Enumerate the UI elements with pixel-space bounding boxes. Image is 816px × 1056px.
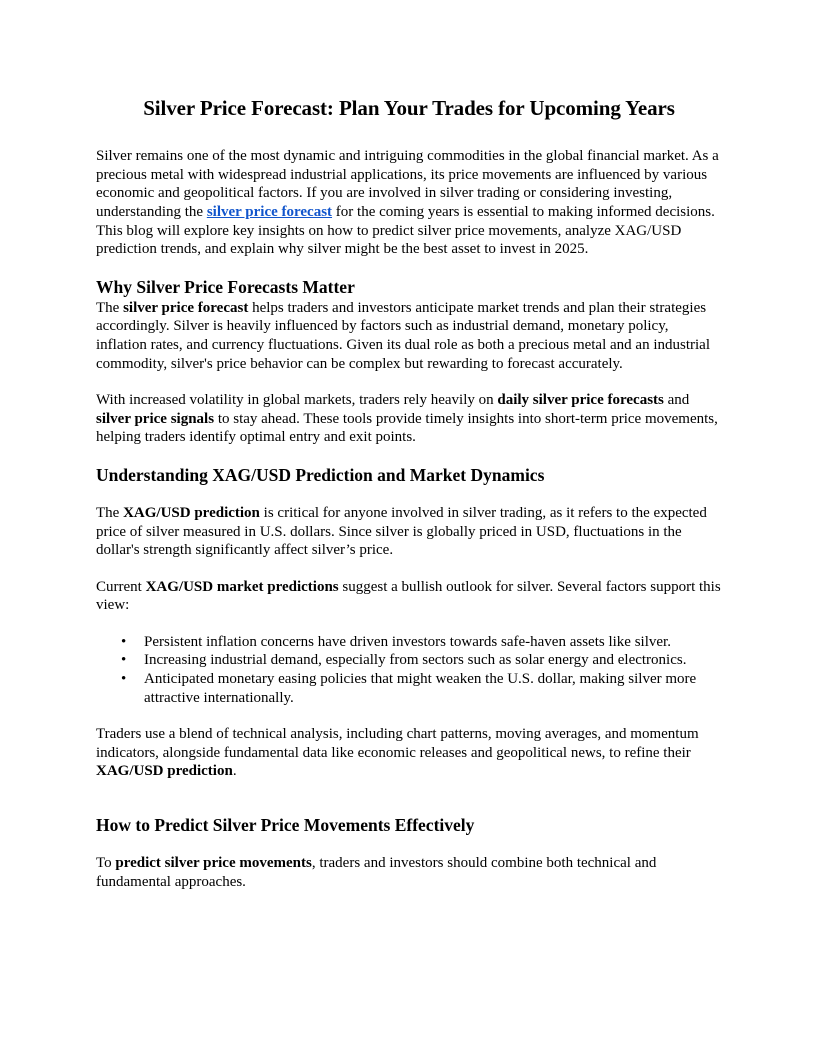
text-run: The bbox=[96, 299, 124, 316]
bold-term: XAG/USD prediction bbox=[96, 763, 233, 780]
factors-bullet-list bbox=[96, 633, 722, 707]
document-page bbox=[96, 96, 722, 891]
section1-paragraph-2 bbox=[96, 391, 722, 447]
text-run: With increased volatility in global markets, traders rely heavily on bbox=[96, 392, 498, 409]
list-item: • Increasing industrial demand, especially from sectors such as solar energy and electronics. bbox=[144, 651, 722, 670]
text-run: and bbox=[663, 392, 690, 409]
text-run: helps traders and investors anticipate market trends and plan their strategies accordingly. Silver is heavily influenced by factors such as industrial demand, monetary policy, inflation rates, and currency fluctuations. Given its dual role as both a precious metal and an industrial commodity, silver's price behavior can be complex but rewarding to forecast accurately. bbox=[96, 299, 710, 372]
section-heading-xagusd-prediction: Understanding XAG/USD Prediction and Market Dynamics bbox=[96, 464, 545, 485]
section3-paragraph-1 bbox=[96, 854, 722, 891]
document-title: Silver Price Forecast: Plan Your Trades for Upcoming Years bbox=[143, 96, 675, 120]
bold-term: daily silver price forecasts bbox=[497, 392, 664, 409]
text-run: . bbox=[232, 763, 237, 780]
silver-price-forecast-link[interactable]: silver price forecast bbox=[206, 203, 333, 220]
text-run: is critical for anyone involved in silver trading, as it refers to the expected price of silver measured in U.S. dollars. Since silver is globally priced in USD, fluctuations in the dollar's strength significantly affect silver’s price. bbox=[96, 504, 707, 559]
bold-term: predict silver price movements bbox=[115, 855, 312, 872]
section1-paragraph-1 bbox=[96, 299, 722, 373]
text-run: , traders and investors should combine both technical and fundamental approaches. bbox=[96, 855, 657, 890]
list-item: • Anticipated monetary easing policies that might weaken the U.S. dollar, making silver more attractive internationally. bbox=[144, 670, 722, 707]
list-item: • Persistent inflation concerns have driven investors towards safe-haven assets like silver. bbox=[144, 633, 722, 652]
section-heading-predict-movements: How to Predict Silver Price Movements Effectively bbox=[96, 815, 475, 836]
text-run: Current bbox=[96, 578, 146, 595]
text-run: suggest a bullish outlook for silver. Several factors support this view: bbox=[96, 578, 721, 614]
section2-paragraph-1 bbox=[96, 504, 722, 560]
text-run: The bbox=[96, 504, 124, 521]
text-run: To bbox=[96, 855, 116, 872]
intro-paragraph bbox=[96, 147, 722, 259]
intro-text-start: Silver remains one of the most dynamic and intriguing commodities in the global financial market. As a precious metal with widespread industrial applications, its price movements are influenced by various economic and geopolitical factors. If you are involved in silver trading or considering investing, understanding the bbox=[96, 148, 719, 220]
bold-term: silver price forecast bbox=[123, 299, 249, 316]
bold-term: XAG/USD prediction bbox=[123, 504, 260, 521]
text-run: Traders use a blend of technical analysis, including chart patterns, moving averages, and momentum indicators, alongside fundamental data like economic releases and geopolitical news, to refine their bbox=[96, 726, 699, 761]
intro-text-end: for the coming years is essential to making informed decisions. This blog will explore key insights on how to predict silver price movements, analyze XAG/USD prediction trends, and explain why silver might be the best asset to invest in 2025. bbox=[96, 203, 715, 258]
section2-paragraph-2 bbox=[96, 578, 722, 615]
bold-term: silver price signals bbox=[96, 410, 215, 427]
section2-paragraph-3 bbox=[96, 725, 722, 781]
bold-term: XAG/USD market predictions bbox=[145, 578, 339, 595]
text-run: to stay ahead. These tools provide timely insights into short-term price movements, helping traders identify optimal entry and exit points. bbox=[96, 410, 718, 446]
section-heading-why-forecasts-matter: Why Silver Price Forecasts Matter bbox=[96, 276, 355, 297]
